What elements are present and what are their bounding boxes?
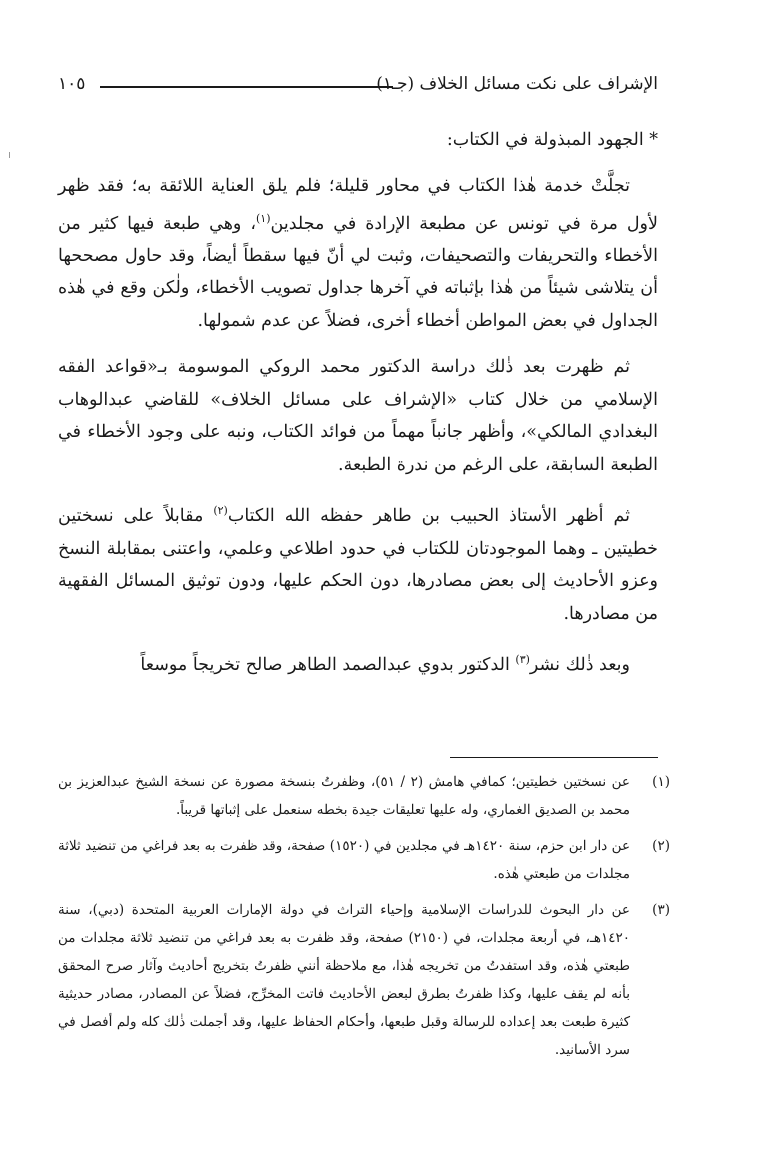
footnote-number: (١): [652, 774, 670, 790]
footnote-text: عن دار ابن حزم، سنة ١٤٢٠هـ في مجلدين في (١٥٢٠) صفحة، وقد ظفرت به بعد فراغي من تنضيد ثلاثة مجلدات من طبعتي هٰذه.: [58, 838, 630, 882]
section-heading: * الجهود المبذولة في الكتاب:: [446, 130, 658, 150]
footnote-text: عن نسختين خطيتين؛ كمافي هامش (٢ / ٥١)، وظفرتُ بنسخة مصورة عن نسخة الشيخ عبدالعزيز بن محمد بن الصديق الغماري، وله عليها تعليقات جيدة بخطه سنعمل على إثباتها قريباً.: [58, 774, 630, 818]
footnote-separator: [450, 757, 658, 758]
page-number: ١٠٥: [58, 74, 86, 94]
header-rule: [100, 86, 393, 88]
paragraph: [58, 170, 658, 337]
running-header-title: الإشراف على نكت مسائل الخلاف (جـ١): [376, 74, 658, 94]
paragraph: [58, 644, 658, 681]
footnote: [58, 896, 670, 1064]
footnote: [58, 832, 670, 888]
footnote-number: (٣): [652, 902, 670, 918]
main-text: [58, 124, 658, 695]
margin-mark: [9, 152, 10, 158]
paragraph-text: تجلَّتْ خدمة هٰذا الكتاب في محاور قليلة؛ فلم يلق العناية اللائقة به؛ فقد ظهر لأول مرة في تونس عن مطبعة الإرادة في مجلدين: [58, 176, 658, 234]
footnote-reference: (١): [255, 211, 271, 225]
footnote-number: (٢): [652, 838, 670, 854]
paragraph-text: وبعد ذٰلك نشر: [529, 654, 630, 675]
paragraph: [58, 495, 658, 630]
paragraph: [58, 351, 658, 481]
paragraph-text: ، وهي طبعة فيها كثير من الأخطاء والتحريفات والتصحيفات، وثبت لي أنّ فيها سقطاً أيضاً، وقد حاول مصححها أن يتلاشى شيئاً من هٰذا بإثباته في آخرها جداول تصويب الأخطاء، ولٰكن وقع في هٰذه الجداول في بعض المواطن أخطاء أخرى، فضلاً عن عدم شمولها.: [58, 213, 658, 331]
footnotes: [58, 768, 670, 1072]
footnote-reference: (٣): [515, 653, 530, 667]
paragraph-text: ثم ظهرت بعد ذٰلك دراسة الدكتور محمد الروكي الموسومة بـ«قواعد الفقه الإسلامي من خلال كتاب «الإشراف على مسائل الخلاف» للقاضي عبدالوهاب البغدادي المالكي»، وأظهر جانباً مهماً من فوائد الكتاب، ونبه على وجود الأخطاء في الطبعة السابقة، على الرغم من ندرة الطبعة.: [58, 357, 658, 475]
footnote-reference: (٢): [213, 504, 228, 518]
paragraph-text: مقابلاً على نسختين خطيتين ـ وهما الموجودتان للكتاب في حدود اطلاعي وعلمي، واعتنى بمقابلة النسخ وعزو الأحاديث إلى بعض مصادرها، دون الحكم عليها، ودون توثيق المسائل الفقهية من مصادرها.: [58, 506, 658, 624]
footnote: [58, 768, 670, 824]
paragraph-text: الدكتور بدوي عبدالصمد الطاهر صالح تخريجاً موسعاً: [140, 654, 516, 675]
paragraph-text: ثم أظهر الأستاذ الحبيب بن طاهر حفظه الله الكتاب: [227, 506, 630, 527]
running-header: [58, 70, 658, 100]
footnote-text: عن دار البحوث للدراسات الإسلامية وإحياء التراث في دولة الإمارات العربية المتحدة (دبي)، سنة ١٤٢٠هـ، في أربعة مجلدات، في (٢١٥٠) صفحة، وقد ظفرت به بعد فراغي من تنضيد ثلاثة مجلدات من طبعتي هٰذه، وقد استفدتُ من تخريجه هٰذا، مع ملاحظة أنني ظفرتُ بتخريج أحاديث وآثار صرح المحقق بأنه لم يقف عليها، وكذا ظفرتُ بطرق لبعض الأحاديث فاتت المخرِّج، فضلاً عن المصادر، مصادر حديثية كثيرة طبعت بعد إعداده للرسالة وقبل طبعها، وأحكام الحفاظ عليها، وقد أجملت ذٰلك كله ولم أفصل في سرد الأسانيد.: [58, 902, 630, 1058]
